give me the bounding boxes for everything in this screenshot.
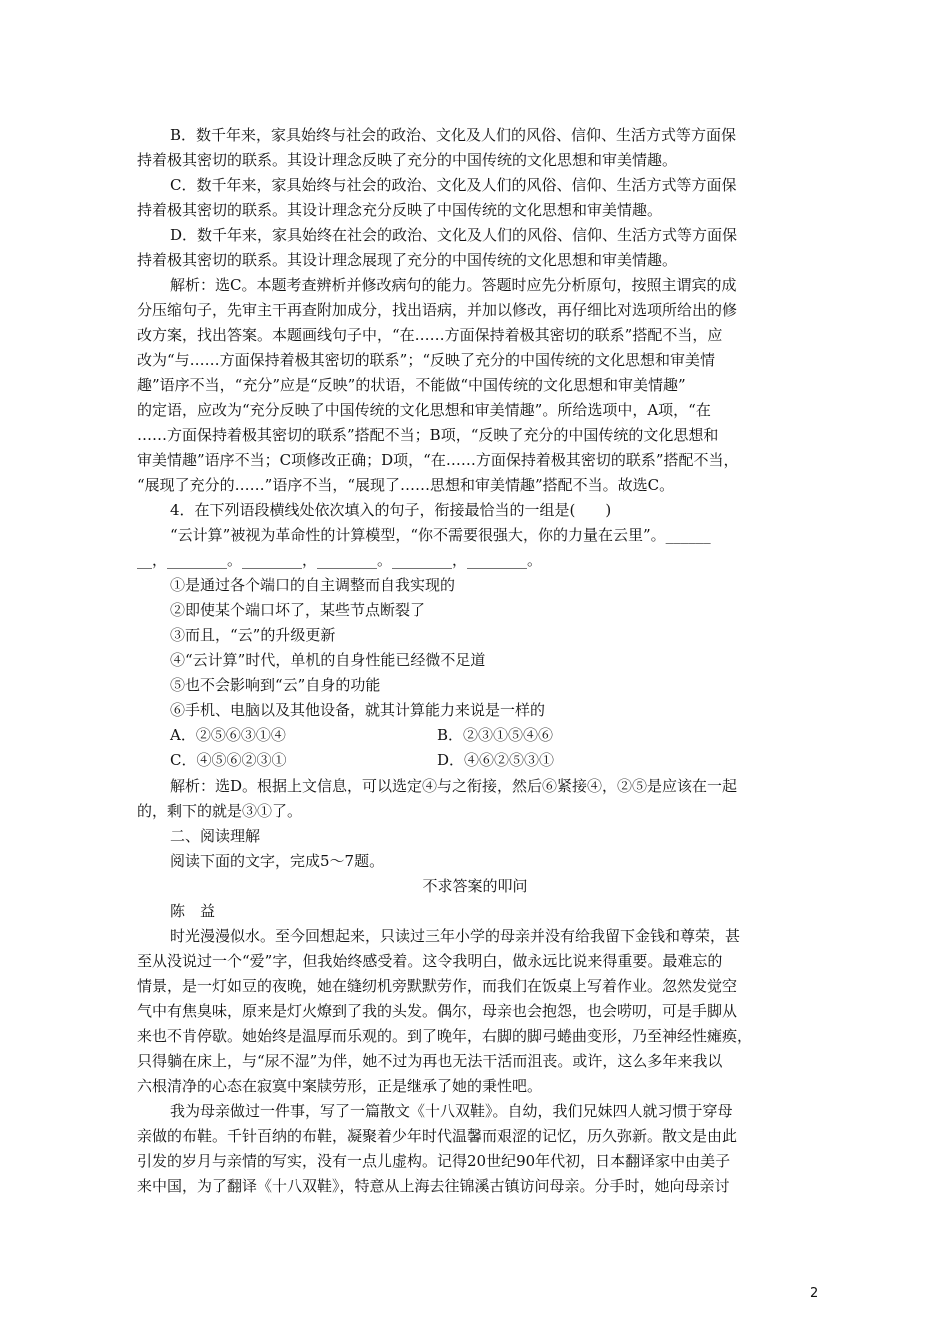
option-b-line-1: B．数千年来，家具始终与社会的政治、文化及人们的风俗、信仰、生活方式等方面保 (170, 126, 737, 144)
sentence-1: ①是通过各个端口的自主调整而自我实现的 (170, 576, 456, 594)
paragraph-1-line-3: 情景，是一灯如豆的夜晚，她在缝纫机旁默默劳作，而我们在饭桌上写着作业。忽然发觉空 (137, 977, 738, 995)
sentence-5: ⑤也不会影响到“云”自身的功能 (170, 676, 381, 694)
option-c-line-2: 持着极其密切的联系。其设计理念充分反映了中国传统的文化思想和审美情趣。 (137, 201, 663, 219)
choice-b: B．②③①⑤④⑥ (437, 726, 554, 744)
analysis-3-line-9: “展现了充分的……”语序不当，“展现了……思想和审美情趣”搭配不当。故选C。 (137, 476, 675, 494)
analysis-3-line-5: 趣”语序不当，“充分”应是“反映”的状语，不能做“中国传统的文化思想和审美情趣” (137, 376, 686, 394)
analysis-3-line-7: ……方面保持着极其密切的联系”搭配不当；B项，“反映了充分的中国传统的文化思想和 (137, 426, 719, 444)
analysis-3-line-6: 的定语，应改为“充分反映了中国传统的文化思想和审美情趣”。所给选项中，A项，“在 (137, 401, 711, 419)
paragraph-1-line-1: 时光漫漫似水。至今回想起来，只读过三年小学的母亲并没有给我留下金钱和尊荣，甚 (170, 927, 741, 945)
analysis-4-line-2: 的，剩下的就是③①了。 (137, 802, 303, 820)
option-c-line-1: C．数千年来，家具始终与社会的政治、文化及人们的风俗、信仰、生活方式等方面保 (170, 176, 737, 194)
paragraph-2-line-2: 亲做的布鞋。千针百纳的布鞋，凝聚着少年时代温馨而艰涩的记忆，历久弥新。散文是由此 (137, 1127, 738, 1145)
article-author: 陈 益 (170, 902, 216, 920)
choice-a: A．②⑤⑥③①④ (170, 726, 286, 744)
paragraph-2-line-3: 引发的岁月与亲情的写实，没有一点儿虚构。记得20世纪90年代初，日本翻译家中由美子 (137, 1152, 731, 1170)
paragraph-1-line-5: 来也不肯停歇。她始终是温厚而乐观的。到了晚年，右脚的脚弓蜷曲变形，乃至神经性瘫痪， (137, 1027, 753, 1045)
article-title: 不求答案的叩问 (422, 877, 528, 895)
page-number: 2 (810, 1286, 819, 1301)
sentence-3: ③而且，“云”的升级更新 (170, 626, 336, 644)
sentence-2: ②即使某个端口坏了，某些节点断裂了 (170, 601, 426, 619)
sentence-6: ⑥手机、电脑以及其他设备，就其计算能力来说是一样的 (170, 701, 546, 719)
paragraph-1-line-4: 气中有焦臭味，原来是灯火燎到了我的头发。偶尔，母亲也会抱怨，也会唠叨，可是手脚从 (137, 1002, 738, 1020)
paragraph-1-line-6: 只得躺在床上，与“尿不湿”为伴，她不过为再也无法干活而沮丧。或许，这么多年来我以 (137, 1052, 723, 1070)
paragraph-2-line-1: 我为母亲做过一件事，写了一篇散文《十八双鞋》。自幼，我们兄妹四人就习惯于穿母 (170, 1102, 733, 1120)
sentence-4: ④“云计算”时代，单机的自身性能已经微不足道 (170, 651, 486, 669)
option-d-line-2: 持着极其密切的联系。其设计理念展现了充分的中国传统的文化思想和审美情趣。 (137, 251, 678, 269)
analysis-3-line-3: 改方案，找出答案。本题画线句子中，“在……方面保持着极其密切的联系”搭配不当，应 (137, 326, 723, 344)
reading-instruction: 阅读下面的文字，完成5～7题。 (170, 852, 385, 870)
analysis-3-line-4: 改为“与……方面保持着极其密切的联系”；“反映了充分的中国传统的文化思想和审美情 (137, 351, 716, 369)
question-4-passage-line-1: “云计算”被视为革命性的计算模型，“你不需要很强大，你的力量在云里”。______ (170, 526, 711, 544)
section-heading: 二、阅读理解 (170, 827, 261, 845)
analysis-3-line-2: 分压缩句子，先审主干再查附加成分，找出语病，并加以修改，再仔细比对选项所给出的修 (137, 301, 738, 319)
paragraph-2-line-4: 来中国，为了翻译《十八双鞋》，特意从上海去往锦溪古镇访问母亲。分手时，她向母亲讨 (137, 1177, 730, 1195)
choice-c: C．④⑤⑥②③① (170, 751, 287, 769)
analysis-4-line-1: 解析：选D。根据上文信息，可以选定④与之衔接，然后⑥紧接④，②⑤是应该在一起 (170, 777, 738, 795)
paragraph-1-line-2: 至从没说过一个“爱”字，但我始终感受着。这令我明白，做永远比说来得重要。最难忘的 (137, 952, 723, 970)
choice-d: D．④⑥②⑤③① (437, 751, 555, 769)
question-4-passage-line-2: __，________。________，________。________，________。 (137, 551, 543, 569)
analysis-3-line-1: 解析：选C。本题考查辨析并修改病句的能力。答题时应先分析原句，按照主谓宾的成 (170, 276, 737, 294)
paragraph-1-line-7: 六根清净的心态在寂寞中案牍劳形，正是继承了她的秉性吧。 (137, 1077, 543, 1095)
analysis-3-line-8: 审美情趣”语序不当；C项修改正确；D项，“在……方面保持着极其密切的联系”搭配不当， (137, 451, 739, 469)
question-4-stem: 4．在下列语段横线处依次填入的句子，衔接最恰当的一组是( ) (170, 501, 612, 519)
option-d-line-1: D．数千年来，家具始终在社会的政治、文化及人们的风俗、信仰、生活方式等方面保 (170, 226, 738, 244)
option-b-line-2: 持着极其密切的联系。其设计理念反映了充分的中国传统的文化思想和审美情趣。 (137, 151, 678, 169)
